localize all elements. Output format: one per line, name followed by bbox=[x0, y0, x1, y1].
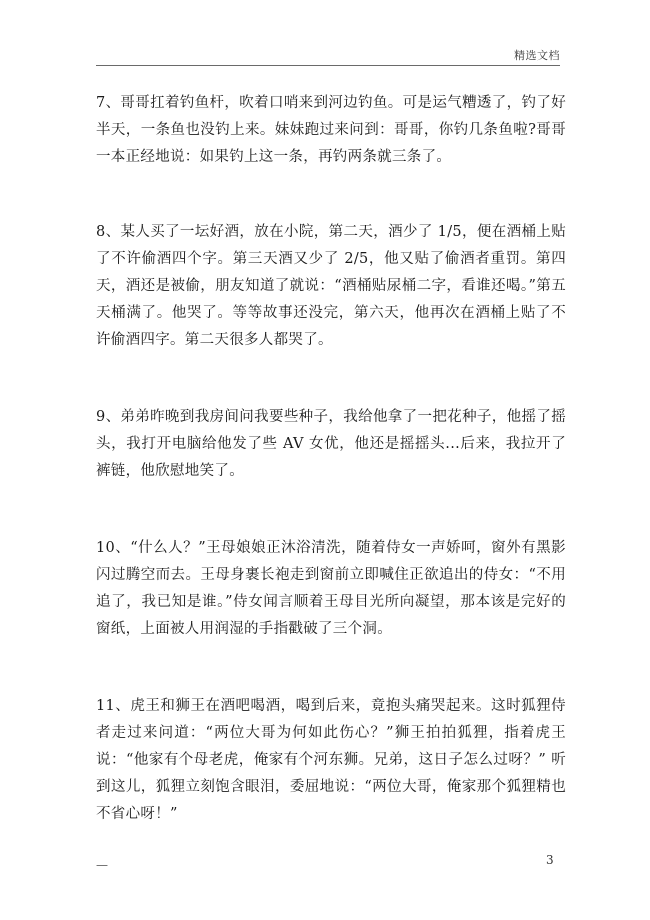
page-header bbox=[96, 37, 560, 66]
page-number: 3 bbox=[546, 853, 554, 867]
paragraph-joke-9: 9、弟弟昨晚到我房间问我要些种子，我给他拿了一把花种子，他摇了摇头，我打开电脑给他发了些 AV 女优，他还是摇摇头...后来，我拉开了裤链，他欣慰地笑了。 bbox=[96, 409, 566, 479]
paragraph-joke-10: 10、“什么人？”王母娘娘正沐浴清洗，随着侍女一声娇呵，窗外有黑影闪过腾空而去。王母身裹长袍走到窗前立即喊住正欲追出的侍女：“不用追了，我已知是谁。”侍女闻言顺着王母目光所向凝望，那本该是完好的窗纸，上面被人用润湿的手指戳破了三个洞。 bbox=[96, 540, 566, 637]
paragraph-joke-8: 8、某人买了一坛好酒，放在小院，第二天，酒少了 1/5，便在酒桶上贴了不许偷酒四个字。第三天酒又少了 2/5，他又贴了偷酒者重罚。第四天，酒还是被偷，朋友知道了就说：“酒桶贴尿桶二字，看谁还喝。”第五天桶满了。他哭了。等等故事还没完，第六天，他再次在酒桶上贴了不许偷酒四字。第二天很多人都哭了。 bbox=[96, 224, 566, 348]
paragraph-joke-11: 11、虎王和狮王在酒吧喝酒，喝到后来，竟抱头痛哭起来。这时狐狸侍者走过来问道：“两位大哥为何如此伤心？”狮王拍拍狐狸，指着虎王说：“他家有个母老虎，俺家有个河东狮。兄弟，这日子怎么过呀？” 听到这儿，狐狸立刻饱含眼泪，委屈地说：“两位大哥，俺家那个狐狸精也不省心呀！” bbox=[96, 698, 566, 822]
header-title: 精选文档 bbox=[514, 49, 560, 62]
paragraph-joke-7: 7、哥哥扛着钓鱼杆，吹着口哨来到河边钓鱼。可是运气糟透了，钓了好半天，一条鱼也没钓上来。妹妹跑过来问到：哥哥，你钓几条鱼啦?哥哥一本正经地说：如果钓上这一条，再钓两条就三条了。 bbox=[96, 95, 566, 165]
page-content bbox=[96, 90, 566, 884]
footer-dash: — bbox=[96, 858, 108, 872]
